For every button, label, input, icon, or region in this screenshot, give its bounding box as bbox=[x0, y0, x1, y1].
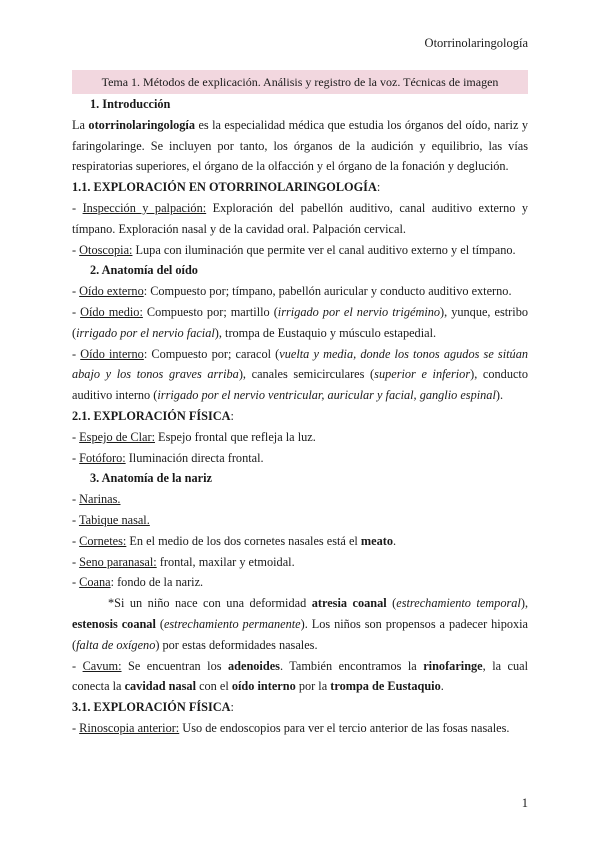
heading-introduccion: 1. Introducción bbox=[90, 97, 171, 111]
topic-banner: Tema 1. Métodos de explicación. Análisis y registro de la voz. Técnicas de imagen bbox=[72, 70, 528, 94]
item-cavum: - Cavum: Se encuentran los adenoides. También encontramos la rinofaringe, la cual conecta la cavidad nasal con el oído interno por la trompa de Eustaquio. bbox=[72, 658, 529, 694]
intro-paragraph: La otorrinolaringología es la especialidad médica que estudia los órganos del oído, nariz y faringolaringe. Se incluyen por tanto, los órganos de la audición y equilibrio, las vías respiratorias superiores, el órgano de la olfacción y el órgano de la fonación y deglución. bbox=[72, 117, 528, 174]
item-oido-medio: - Oído medio: Compuesto por; martillo (irrigado por el nervio trigémino), yunque, estribo (irrigado por el nervio facial), trompa de Eustaquio y músculo estapedial. bbox=[72, 304, 528, 340]
item-rinoscopia: - Rinoscopia anterior: Uso de endoscopios para ver el tercio anterior de las fosas nasales. bbox=[72, 720, 510, 735]
item-fotoforo: - Fotóforo: Iluminación directa frontal. bbox=[72, 450, 264, 465]
item-cornetes: - Cornetes: En el medio de los dos cornetes nasales está el meato. bbox=[72, 533, 397, 548]
running-header: Otorrinolaringología bbox=[424, 36, 528, 50]
item-tabique: - Tabique nasal. bbox=[72, 512, 150, 527]
note-atresia: *Si un niño nace con una deformidad atresia coanal (estrechamiento temporal), estenosis coanal (estrechamiento permanente). Los niños son propensos a padecer hipoxia (falta de oxígeno) por estas deformidades nasales. bbox=[72, 596, 529, 652]
heading-anatomia-oido: 2. Anatomía del oído bbox=[90, 263, 198, 278]
item-espejo-clar: - Espejo de Clar: Espejo frontal que refleja la luz. bbox=[72, 429, 316, 444]
heading-exploracion-fisica-oido: 2.1. EXPLORACIÓN FÍSICA: bbox=[72, 408, 234, 423]
item-otoscopia: - Otoscopia: Lupa con iluminación que permite ver el canal auditivo externo y el tímpano. bbox=[72, 242, 516, 257]
document-body bbox=[72, 94, 528, 739]
item-inspeccion: - Inspección y palpación: Exploración del pabellón auditivo, canal auditivo externo y tímpano. Exploración nasal y de la cavidad oral. Palpación cervical. bbox=[72, 200, 529, 236]
item-oido-externo: - Oído externo: Compuesto por; tímpano, pabellón auricular y conducto auditivo externo. bbox=[72, 284, 512, 299]
item-narinas: - Narinas. bbox=[72, 492, 121, 507]
item-coana: - Coana: fondo de la nariz. bbox=[72, 575, 204, 590]
heading-anatomia-nariz: 3. Anatomía de la nariz bbox=[90, 471, 212, 486]
heading-exploracion-fisica-nariz: 3.1. EXPLORACIÓN FÍSICA: bbox=[72, 700, 234, 715]
item-oido-interno: - Oído interno: Compuesto por; caracol (vuelta y media, donde los tonos agudos se sitúan abajo y los tonos graves arriba), canales semicirculares (superior e inferior), conducto auditivo interno (irrigado por el nervio ventricular, auricular y facial, ganglio espinal). bbox=[72, 346, 528, 403]
item-seno-paranasal: - Seno paranasal: frontal, maxilar y etmoidal. bbox=[72, 554, 295, 569]
page-number: 1 bbox=[521, 796, 528, 810]
heading-exploracion-orl: 1.1. EXPLORACIÓN EN OTORRINOLARINGOLOGÍA: bbox=[72, 180, 381, 195]
